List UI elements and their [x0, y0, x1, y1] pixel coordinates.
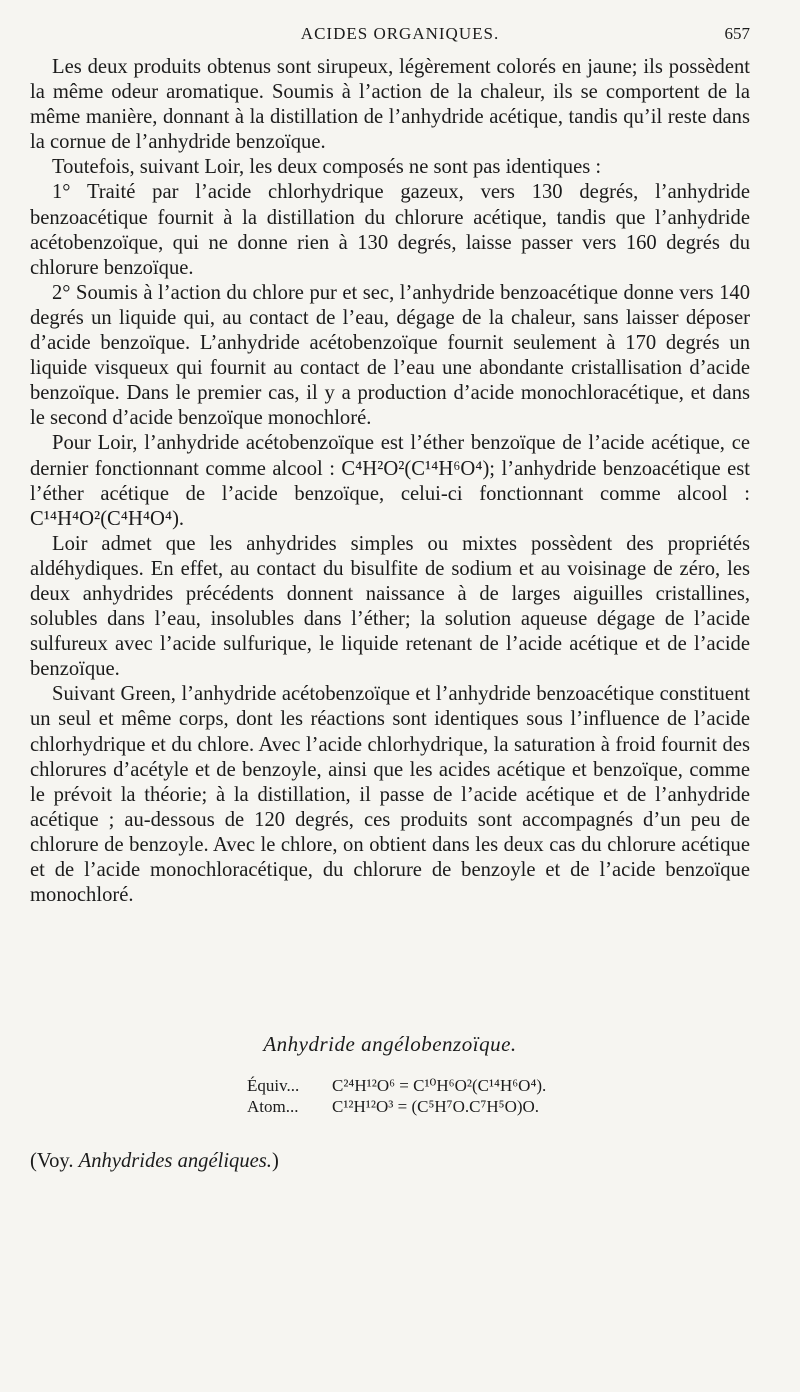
see-also-prefix: (Voy.	[30, 1150, 79, 1172]
paragraph: Pour Loir, l’anhydride acétobenzoïque est l’éther benzoïque de l’acide acétique, ce dernier fonctionnant comme alcool : C⁴H²O²(C¹⁴H⁶O⁴); l’anhydride benzoacétique est l’éther acétique de l’acide benzoïque, celui-ci fonctionnant comme alcool : C¹⁴H⁴O²(C⁴H⁴O⁴).	[30, 432, 750, 530]
formula-label: Équiv...	[247, 1076, 300, 1095]
paragraph: 2° Soumis à l’action du chlore pur et sec, l’anhydride benzoacétique donne vers 140 degrés un liquide qui, au contact de l’eau, dégage de la chaleur, sans laisser déposer d’acide benzoïque. L’anhydride acétobenzoïque fournit seulement à 170 degrés un liquide visqueux qui fournit au contact de l’eau une abondante cristallisation d’acide benzoïque. Dans le premier cas, il y a production d’acide monochloracétique, et dans le second d’acide benzoïque monochloré.	[30, 281, 750, 430]
see-also-link-text: Anhydrides angéliques.	[78, 1150, 272, 1172]
page-header	[0, 24, 800, 54]
formula-label: Atom...	[247, 1097, 299, 1116]
formula-text: C¹²H¹²O³ = (C⁵H⁷O.C⁷H⁵O)O.	[332, 1097, 540, 1116]
running-title: ACIDES ORGANIQUES.	[300, 24, 500, 43]
section-angelobenzoique	[30, 1032, 750, 1173]
paragraph: Suivant Green, l’anhydride acétobenzoïque et l’anhydride benzoacétique constituent un seul et même corps, dont les réactions sont identiques sous l’influence de l’acide chlorhydrique et du chlore. Avec l’acide chlorhydrique, la saturation à froid fournit des chlorures d’acétyle et de benzoyle, ainsi que les acides acétique et benzoïque, comme le prévoit la théorie; à la distillation, il passe de l’acide acétique et de l’anhydride acétique ; au-dessous de 120 degrés, ces produits sont accompagnés d’un peu de chlorure de benzoyle. Avec le chlore, on obtient dans les deux cas du chlorure acétique et de l’acide monochloracétique, du chlorure de benzoyle et de l’acide benzoïque monochloré.	[30, 683, 750, 907]
formula-row	[247, 1075, 750, 1096]
formula-table	[247, 1075, 750, 1117]
formula-row	[247, 1096, 750, 1117]
paragraph: Les deux produits obtenus sont sirupeux, légèrement colorés en jaune; ils possèdent la même odeur aromatique. Soumis à l’action de la chaleur, ils se comportent de la même manière, donnant à la distillation de l’anhydride acétique, tandis qu’il reste dans la cornue de l’anhydride benzoïque.	[30, 56, 750, 154]
section-title: Anhydride angélobenzoïque.	[263, 1032, 517, 1056]
see-also-reference	[30, 1150, 750, 1173]
paragraph: 1° Traité par l’acide chlorhydrique gazeux, vers 130 degrés, l’anhydride benzoacétique fournit à la distillation du chlorure acétique, tandis que l’anhydride acétobenzoïque, qui ne donne rien à 130 degrés, laisse passer vers 160 degrés du chlorure benzoïque.	[30, 181, 750, 279]
page-number: 657	[724, 24, 750, 43]
paragraph: Loir admet que les anhydrides simples ou mixtes possèdent des propriétés aldéhydiques. En effet, au contact du bisulfite de sodium et au voisinage de zéro, les deux anhydrides précédents donnent naissance à de larges aiguilles cristallines, solubles dans l’eau, insolubles dans l’éther; la solution aqueuse dégage de l’acide sulfureux avec l’acide sulfurique, le liquide retenant de l’acide acétique et de l’acide benzoïque.	[30, 532, 750, 681]
see-also-suffix: )	[271, 1150, 279, 1172]
body-text	[30, 55, 750, 908]
formula-text: C²⁴H¹²O⁶ = C¹⁰H⁶O²(C¹⁴H⁶O⁴).	[332, 1076, 547, 1095]
paragraph: Toutefois, suivant Loir, les deux composés ne sont pas identiques :	[52, 156, 602, 179]
